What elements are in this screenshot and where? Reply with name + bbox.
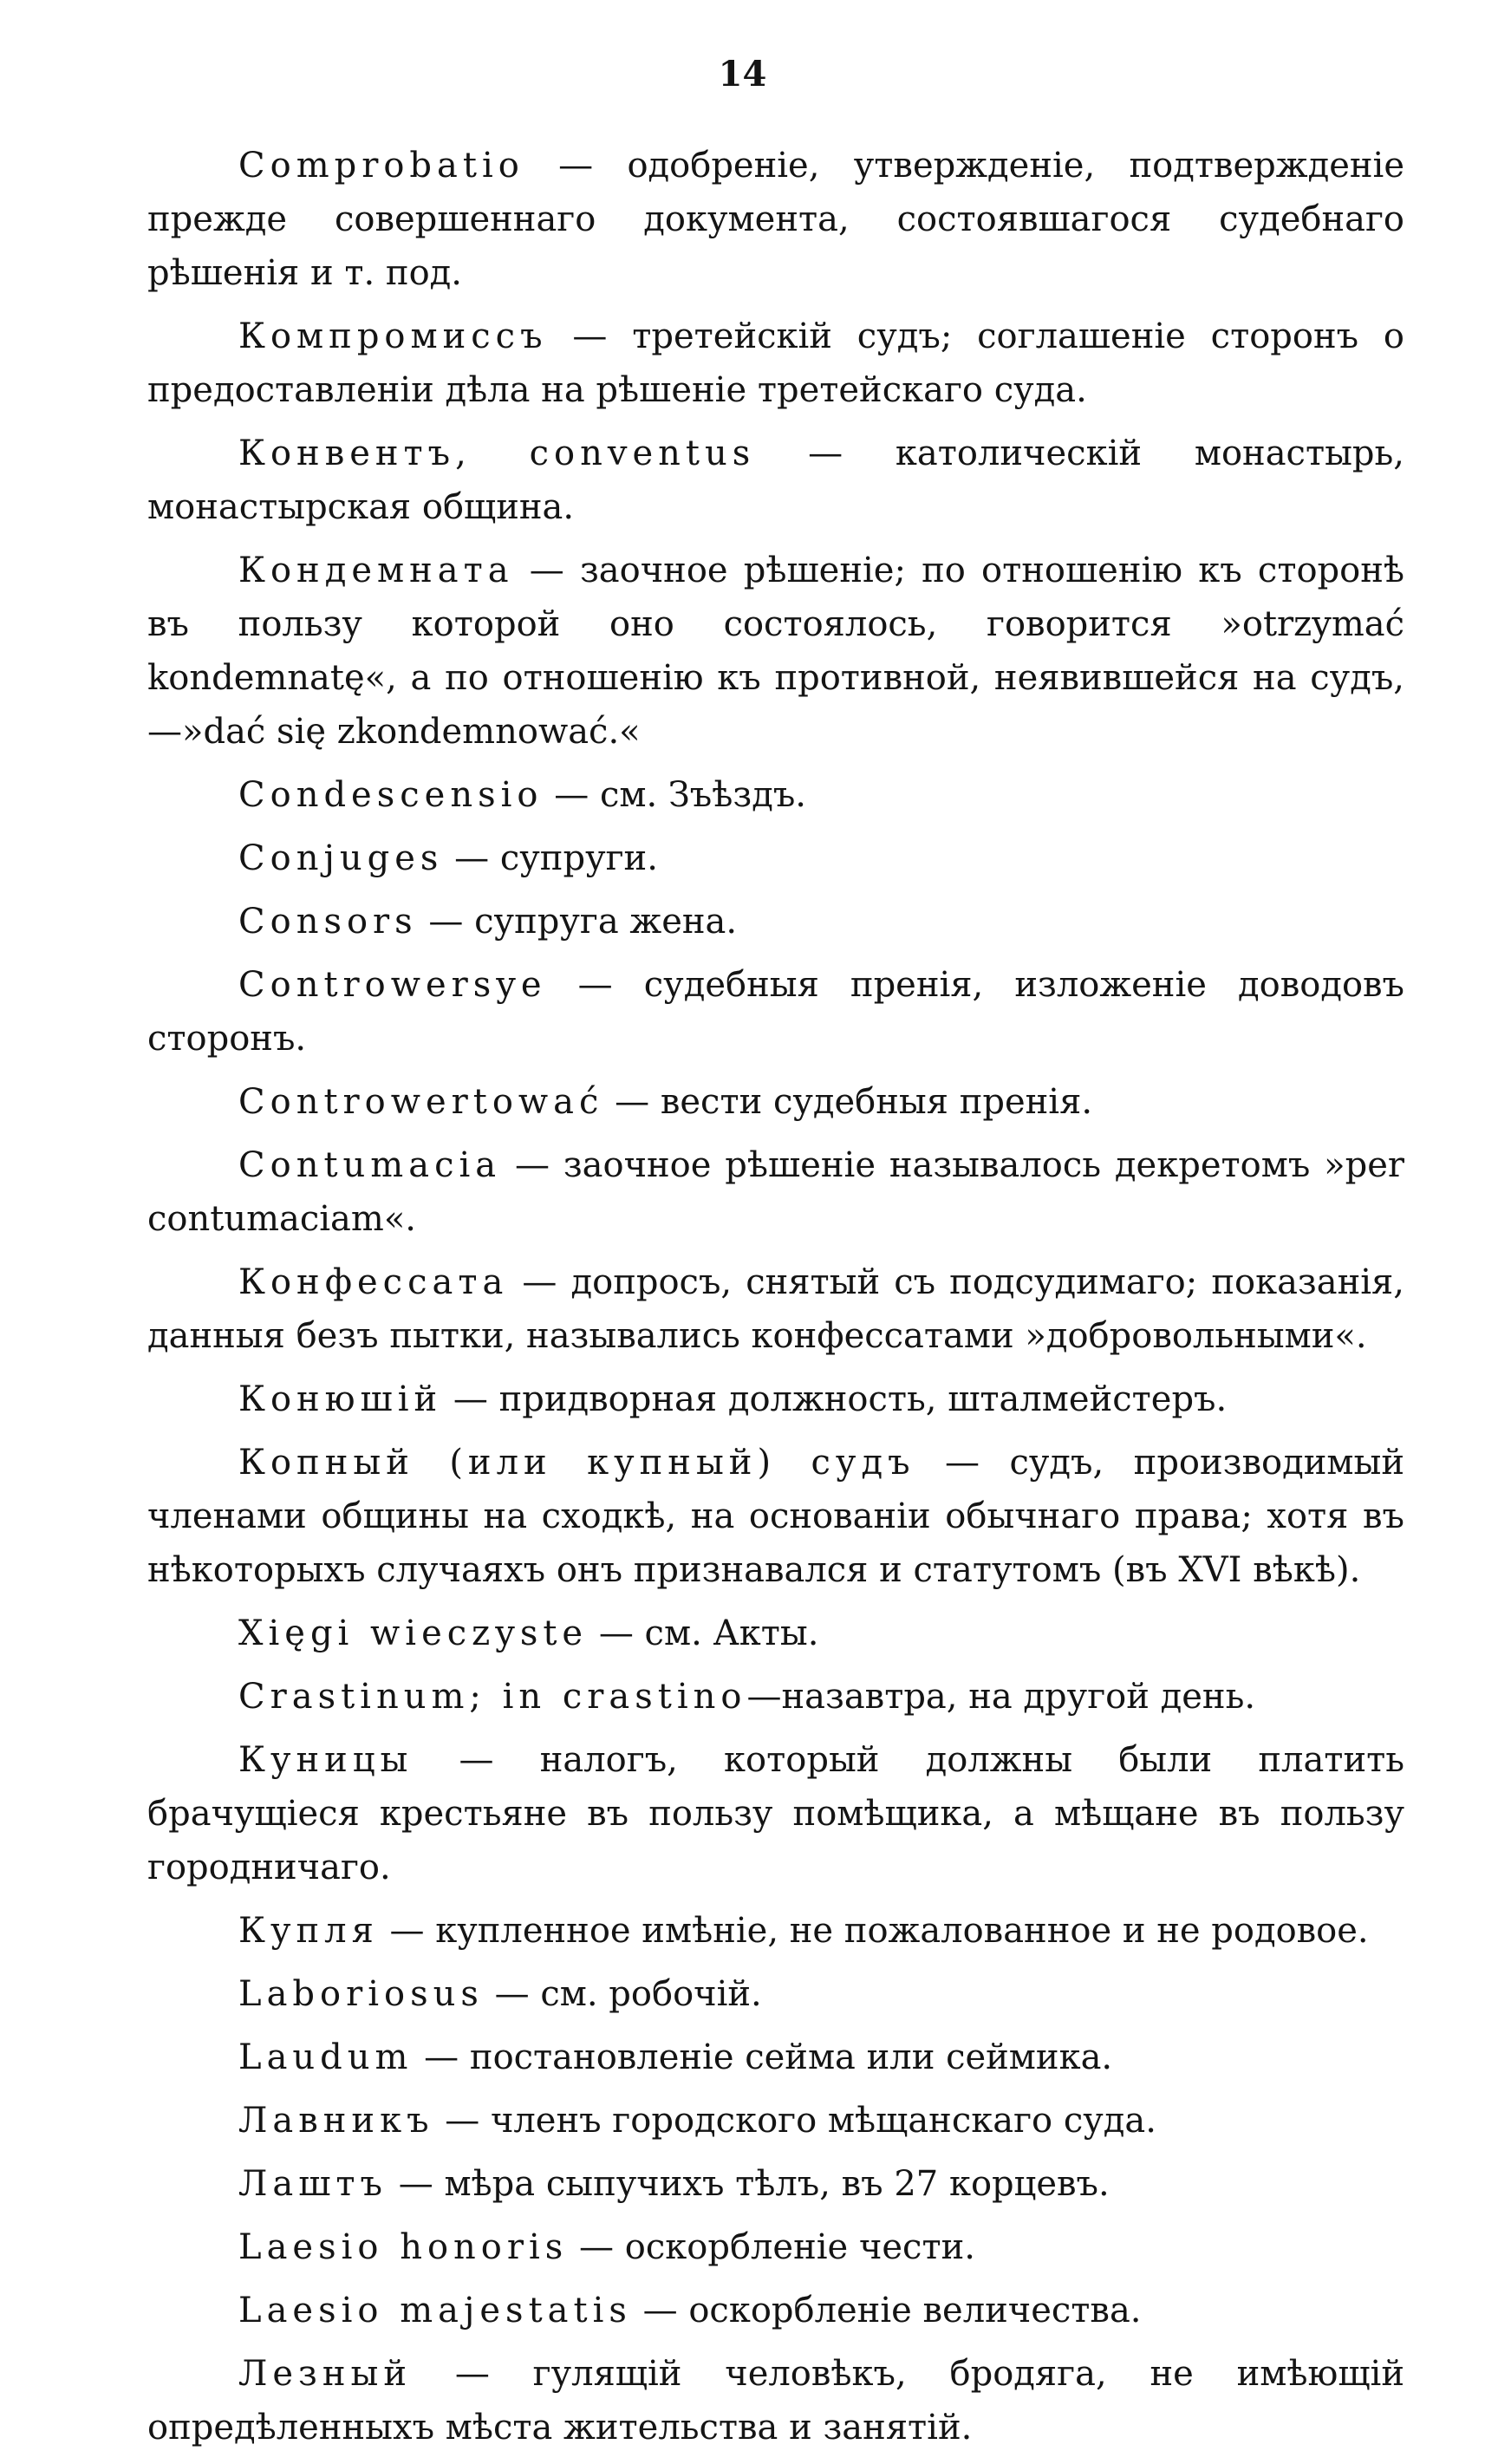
entry-separator: — — [443, 838, 500, 878]
entry-term: Conjuges — [238, 838, 444, 878]
entry-definition: третейскій судъ; соглашеніе сторонъ о предоставленіи дѣла на рѣшеніе третейскаго суда. — [147, 316, 1405, 410]
glossary-entry — [147, 427, 1404, 534]
glossary-entry — [147, 1607, 1404, 1660]
entry-definition: см. робочій. — [540, 1974, 762, 2014]
entry-definition: заочное рѣшеніе; по отношенію къ сторонѣ въ пользу которой оно состоялось, говорится »otrzymać kondemnatę«, а по отношенію къ противной, неявившейся на судъ,—»dać się zkondemnować.« — [147, 551, 1404, 752]
entry-term: Contumacia — [238, 1145, 502, 1185]
page-number: 14 — [718, 54, 767, 95]
entry-term: Лавникъ — [238, 2101, 434, 2141]
glossary-entry — [147, 2094, 1404, 2148]
entry-term: Куницы — [238, 1740, 414, 1780]
entry-separator: — — [755, 433, 896, 473]
entry-definition: заочное рѣшеніе называлось декретомъ »per contumaciam«. — [147, 1145, 1404, 1239]
entry-separator: — — [568, 2227, 625, 2267]
entry-definition: назавтра, на другой день. — [781, 1677, 1256, 1717]
entry-separator: — — [524, 146, 628, 186]
entry-definition: постановленіе сейма или сеймика. — [469, 2037, 1113, 2077]
glossary-entry — [147, 1967, 1404, 2021]
entry-definition: гулящій человѣкъ, бродяга, не имѣющій опредѣленныхъ мѣста жительства и занятій. — [147, 2354, 1404, 2448]
entry-term: Конфессата — [238, 1262, 509, 1302]
glossary-entry — [147, 1670, 1404, 1724]
glossary-entry — [147, 544, 1404, 759]
glossary-entry — [147, 2284, 1404, 2337]
entry-term: Laudum — [238, 2037, 414, 2077]
entry-separator: — — [543, 775, 600, 815]
glossary-entry — [147, 1138, 1404, 1246]
entry-definition: католическій монастырь, монастырская община. — [147, 433, 1404, 527]
glossary-entry — [147, 139, 1404, 300]
entry-separator: — — [547, 316, 633, 356]
entry-term: Xięgi wieczyste — [238, 1613, 589, 1653]
glossary-entry — [147, 2347, 1404, 2454]
entry-term: Конвентъ, conventus — [238, 433, 756, 473]
entry-term: Crastinum; in crastino — [238, 1677, 747, 1717]
glossary-entry — [147, 1436, 1404, 1597]
entry-term: Controwertować — [238, 1082, 604, 1122]
entry-separator: — — [508, 1262, 571, 1302]
glossary-entry — [147, 958, 1404, 1066]
entry-term: Condescensio — [238, 775, 544, 815]
entry-definition: судебныя пренія, изложеніе доводовъ сторонъ. — [147, 965, 1404, 1059]
entry-definition: супруга жена. — [474, 902, 738, 942]
entry-term: Laesio honoris — [238, 2227, 569, 2267]
entry-separator: — — [388, 2164, 445, 2204]
entry-term: Лезный — [238, 2354, 413, 2394]
entry-separator: — — [513, 551, 580, 590]
entry-term: Компромиссъ — [238, 316, 548, 356]
entry-term: Кондемната — [238, 551, 514, 590]
entry-term: Controwersye — [238, 965, 547, 1005]
entry-separator: — — [378, 1911, 436, 1951]
entry-definition: см. Акты. — [644, 1613, 819, 1653]
entry-separator: — — [603, 1082, 661, 1122]
entry-definition: судъ, производимый членами общины на сходкѣ, на основаніи обычнаго права; хотя въ нѣкоторыхъ случаяхъ онъ признавался и статутомъ (въ XVI вѣкѣ). — [147, 1443, 1404, 1590]
glossary-entry — [147, 2031, 1404, 2084]
entry-definition: см. Зъѣздъ. — [599, 775, 806, 815]
entry-separator: — — [588, 1613, 645, 1653]
entry-term: Лаштъ — [238, 2164, 388, 2204]
glossary-entry — [147, 831, 1404, 885]
entry-separator: — — [631, 2291, 689, 2330]
glossary-entry — [147, 1255, 1404, 1363]
entry-definition: оскорбленіе чести. — [624, 2227, 975, 2267]
entry-definition: одобреніе, утвержденіе, подтвержденіе прежде совершеннаго документа, состоявшагося судебнаго рѣшенія и т. под. — [147, 146, 1404, 293]
glossary-entry — [147, 2220, 1404, 2274]
entry-definition: придворная должность, шталмейстеръ. — [498, 1379, 1228, 1419]
glossary-entry — [147, 1075, 1404, 1129]
entry-separator: — — [483, 1974, 541, 2014]
entry-term: Конюшій — [238, 1379, 443, 1419]
entry-definition: членъ городского мѣщанскаго суда. — [490, 2101, 1156, 2141]
entry-term: Consors — [238, 902, 418, 942]
entry-definition: оскорбленіе величества. — [688, 2291, 1142, 2330]
entry-definition: вести судебныя пренія. — [660, 1082, 1093, 1122]
entry-separator: — — [746, 1677, 782, 1717]
entry-term: Купля — [238, 1911, 379, 1951]
entry-separator: — — [433, 2101, 491, 2141]
entry-term: Laboriosus — [238, 1974, 484, 2014]
entry-term: Comprobatio — [238, 146, 524, 186]
glossary-entry — [147, 2157, 1404, 2211]
glossary-entry — [147, 895, 1404, 948]
entry-separator: — — [413, 2037, 470, 2077]
entry-definition: налогъ, который должны были платить брачущіеся крестьяне въ пользу помѣщика, а мѣщане въ пользу городничаго. — [147, 1740, 1405, 1887]
glossary-entry — [147, 1904, 1404, 1958]
entry-term: Копный (или купный) судъ — [238, 1443, 915, 1483]
entry-definition: допросъ, снятый съ подсудимаго; показанія, данныя безъ пытки, назывались конфессатами »добровольными«. — [147, 1262, 1404, 1356]
entry-definition: мѣра сыпучихъ тѣлъ, въ 27 корцевъ. — [444, 2164, 1110, 2204]
entry-separator: — — [412, 2354, 533, 2394]
entry-term: Laesio majestatis — [238, 2291, 632, 2330]
entry-separator: — — [417, 902, 475, 942]
entry-definition: супруги. — [499, 838, 658, 878]
glossary-entry — [147, 768, 1404, 822]
glossary-entry — [147, 310, 1404, 417]
entry-separator: — — [915, 1443, 1010, 1483]
glossary-entry — [147, 1733, 1404, 1894]
entry-separator: — — [501, 1145, 563, 1185]
entry-separator: — — [413, 1740, 540, 1780]
glossary-entry — [147, 1372, 1404, 1426]
entry-definition: купленное имѣніе, не пожалованное и не родовое. — [435, 1911, 1369, 1951]
glossary-entries — [147, 139, 1404, 2464]
entry-separator: — — [442, 1379, 499, 1419]
entry-separator: — — [546, 965, 644, 1005]
